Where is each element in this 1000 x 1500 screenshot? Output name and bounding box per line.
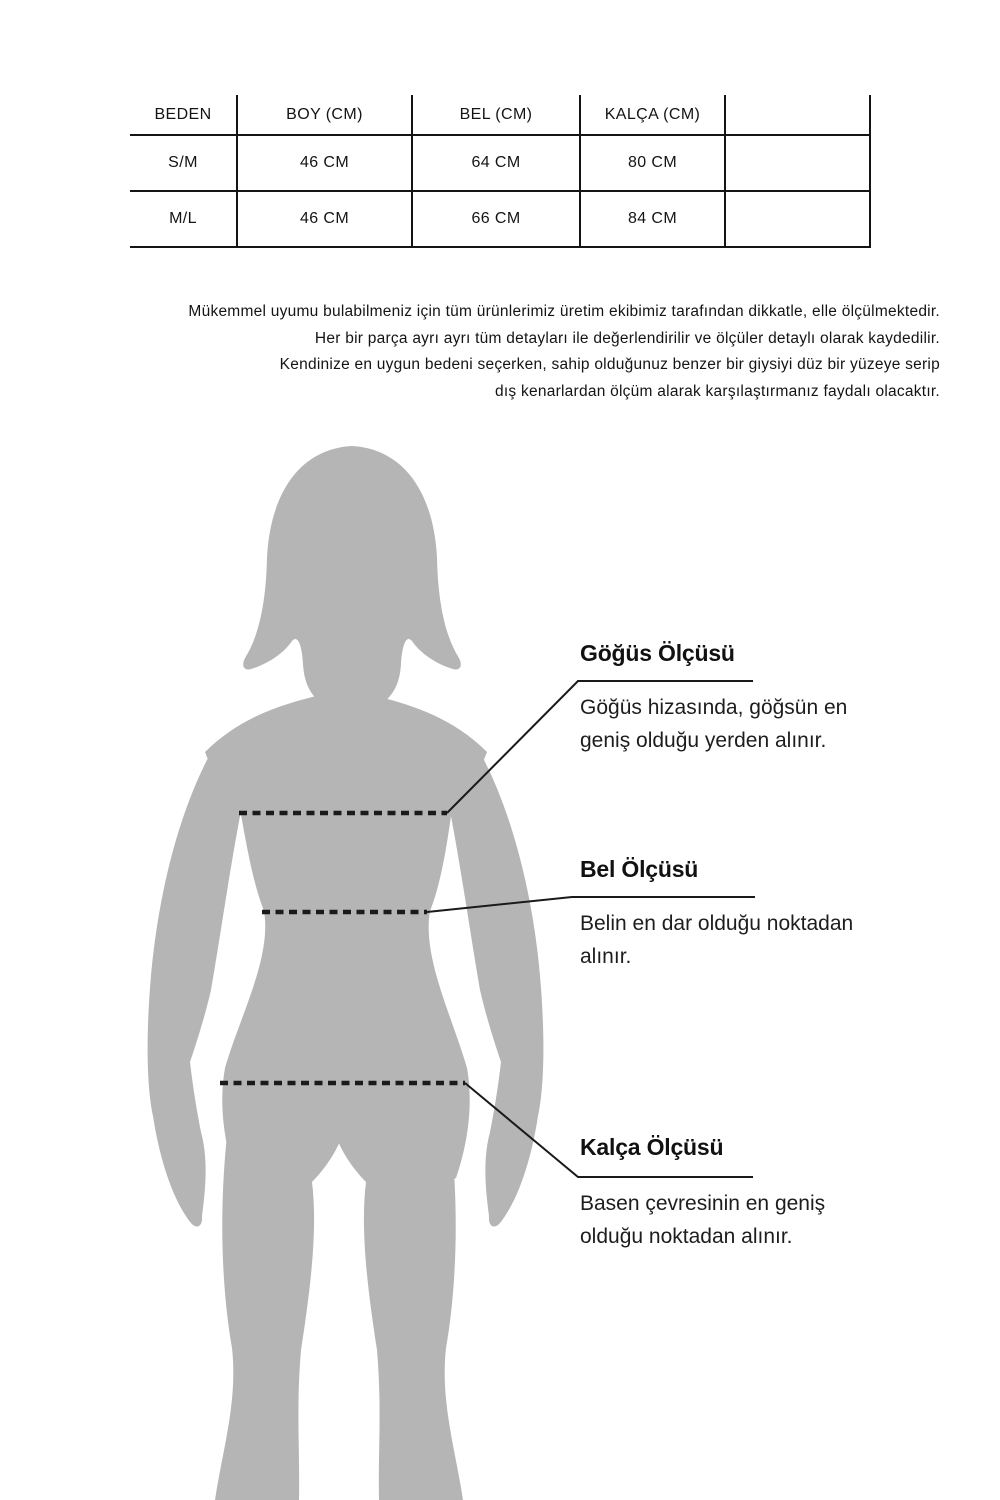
waist-measure-title: Bel Ölçüsü xyxy=(580,856,699,882)
size-cell: 46 CM xyxy=(237,191,412,247)
silhouette-right-arm xyxy=(450,758,543,1227)
column-header-boy: BOY (CM) xyxy=(237,95,412,135)
size-cell: S/M xyxy=(130,135,237,191)
chest-measure-title: Göğüs Ölçüsü xyxy=(580,640,735,666)
size-cell: 64 CM xyxy=(412,135,580,191)
size-cell: 66 CM xyxy=(412,191,580,247)
hip-measure-description: Basen çevresinin en geniş olduğu noktadan alınır. xyxy=(580,1192,826,1248)
intro-line: Kendinize en uygun bedeni seçerken, sahip olduğunuz benzer bir giysiyi düz bir yüzeye serip xyxy=(279,356,940,374)
column-header-kalca: KALÇA (CM) xyxy=(580,95,725,135)
intro-line: dış kenarlardan ölçüm alarak karşılaştırmanız faydalı olacaktır. xyxy=(494,382,940,400)
intro-line: Mükemmel uyumu bulabilmeniz için tüm ürünlerimiz üretim ekibimiz tarafından dikkatle, elle ölçülmektedir. xyxy=(188,303,940,320)
chest-measure-description: Göğüs hizasında, göğsün en geniş olduğu yerden alınır. xyxy=(580,696,848,752)
silhouette-left-leg xyxy=(215,1110,340,1500)
silhouette-right-leg xyxy=(338,1110,463,1500)
size-cell: 46 CM xyxy=(237,135,412,191)
waist-measure-description: Belin en dar olduğu noktadan alınır. xyxy=(580,912,854,968)
column-header-beden: BEDEN xyxy=(130,95,237,135)
intro-line: Her bir parça ayrı ayrı tüm detayları ile değerlendirilir ve ölçüler detaylı olarak kaydedilir. xyxy=(314,329,940,347)
size-cell: 84 CM xyxy=(580,191,725,247)
size-cell: M/L xyxy=(130,191,237,247)
column-header-bel: BEL (CM) xyxy=(412,95,580,135)
hip-measure-title: Kalça Ölçüsü xyxy=(580,1134,724,1160)
size-cell: 80 CM xyxy=(580,135,725,191)
silhouette-head xyxy=(243,446,461,702)
